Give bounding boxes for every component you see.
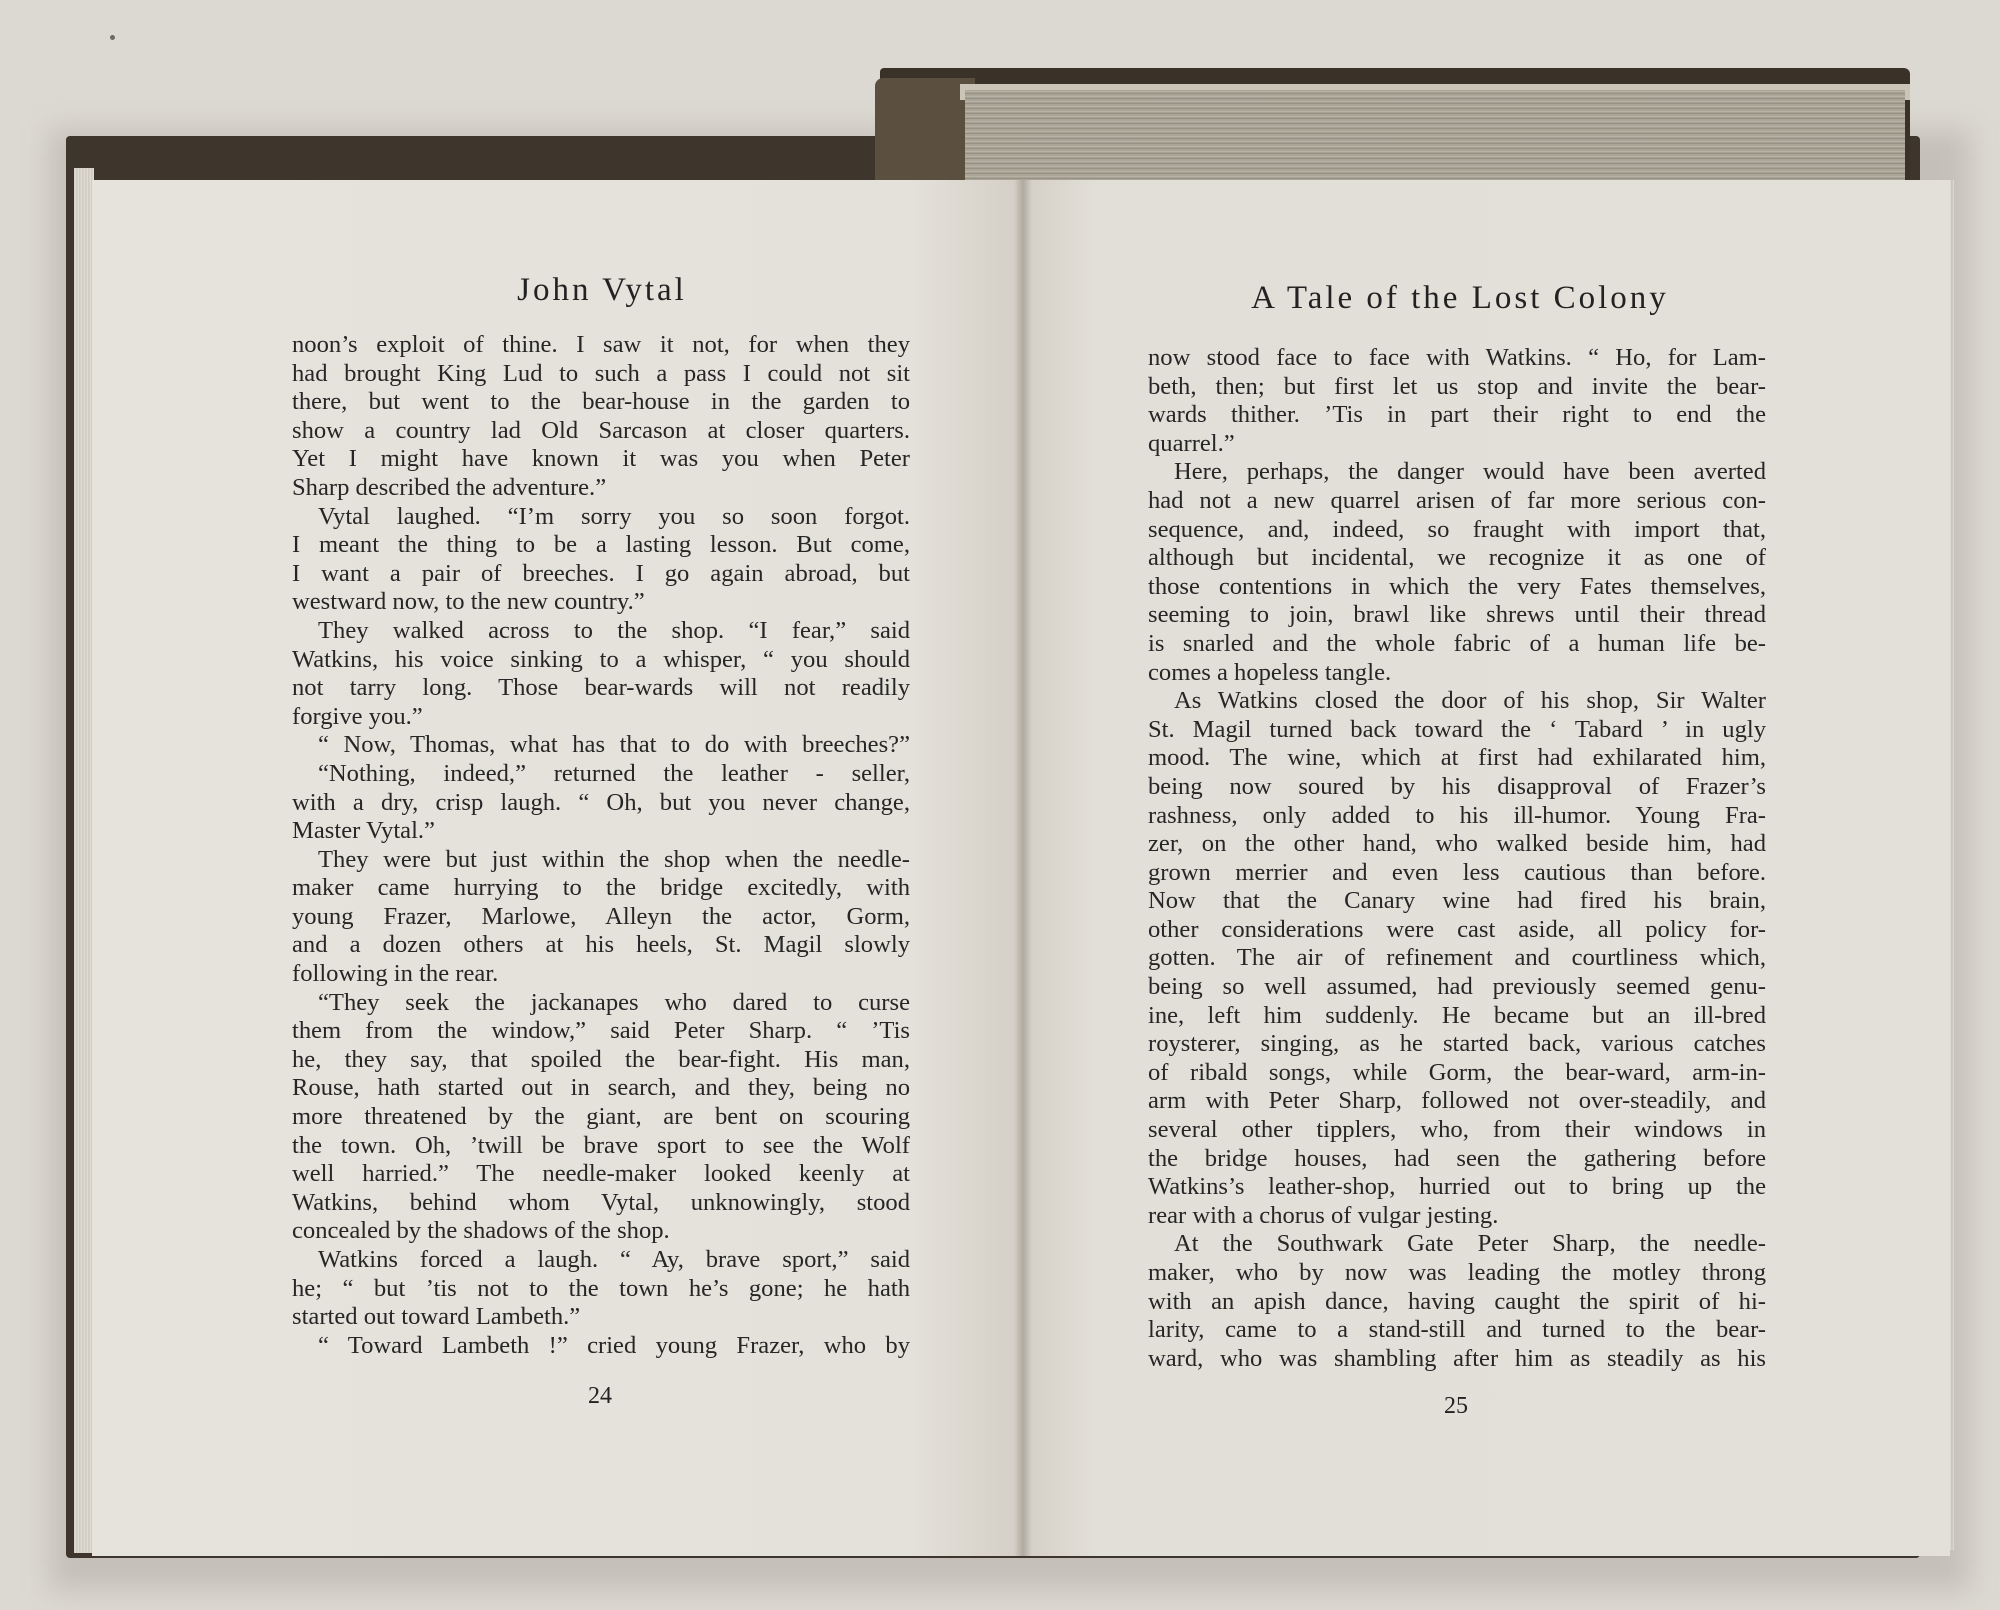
text-line: young Frazer, Marlowe, Alleyn the actor, Gorm, — [292, 902, 910, 930]
text-line: Vytal laughed. “I’m sorry you so soon forgot. — [318, 502, 910, 530]
text-line: there, but went to the bear-house in the garden to — [292, 388, 910, 416]
text-line: maker came hurrying to the bridge excitedly, with — [292, 874, 910, 902]
text-line: They were but just within the shop when the needle- — [318, 845, 910, 873]
text-line: They walked across to the shop. “I fear,” said — [318, 616, 910, 644]
text-line: Watkins, his voice sinking to a whisper, “ you should — [292, 645, 910, 673]
text-line: rear with a chorus of vulgar jesting. — [1148, 1201, 1499, 1229]
text-line: is snarled and the whole fabric of a human life be- — [1148, 629, 1766, 657]
text-line: Watkins forced a laugh. “ Ay, brave sport,” said — [318, 1246, 910, 1273]
text-line: Sharp described the adventure.” — [292, 473, 607, 501]
text-line: Now that the Canary wine had fired his brain, — [1148, 887, 1766, 915]
text-line: noon’s exploit of thine. I saw it not, for when they — [292, 331, 910, 358]
text-line: “Nothing, indeed,” returned the leather - seller, — [318, 759, 910, 787]
text-line: Watkins, behind whom Vytal, unknowingly, stood — [292, 1188, 910, 1216]
text-line: “ Toward Lambeth !” cried young Frazer, who by — [318, 1331, 910, 1359]
left-running-header: John Vytal — [517, 272, 687, 308]
text-line: As Watkins closed the door of his shop, Sir Walter — [1174, 687, 1766, 715]
text-line: mood. The wine, which at first had exhilarated him, — [1148, 744, 1766, 772]
text-line: forgive you.” — [292, 702, 423, 730]
text-line: comes a hopeless tangle. — [1148, 658, 1392, 686]
right-running-header: A Tale of the Lost Colony — [1251, 280, 1669, 316]
text-line: concealed by the shadows of the shop. — [292, 1217, 670, 1245]
text-line: following in the rear. — [292, 960, 499, 988]
text-line: “They seek the jackanapes who dared to curse — [318, 988, 910, 1016]
text-line: he; “ but ’tis not to the town he’s gone; he hath — [292, 1274, 910, 1302]
text-line: zer, on the other hand, who walked beside him, had — [1148, 830, 1766, 858]
text-line: several other tipplers, who, from their windows in — [1148, 1116, 1766, 1144]
right-body-text — [1148, 344, 1766, 1373]
text-line: ward, who was shambling after him as steadily as his — [1148, 1344, 1766, 1372]
right-page-number: 25 — [1444, 1393, 1468, 1419]
text-line: Here, perhaps, the danger would have been averted — [1174, 458, 1766, 486]
text-line: although but incidental, we recognize it as one of — [1148, 544, 1766, 572]
text-line: seeming to join, brawl like shrews until their thread — [1148, 601, 1766, 629]
text-line: not tarry long. Those bear-wards will not readily — [292, 674, 910, 702]
text-line: being now soured by his disapproval of Frazer’s — [1148, 772, 1766, 800]
text-line: and a dozen others at his heels, St. Magil slowly — [292, 931, 910, 959]
left-body-text — [292, 331, 910, 1360]
text-line: more threatened by the giant, are bent on scouring — [292, 1103, 910, 1131]
page-edges — [965, 90, 1905, 182]
book-gutter — [1014, 180, 1032, 1556]
text-line: ine, left him suddenly. He became but an ill-bred — [1148, 1001, 1766, 1029]
text-line: those contentions in which the very Fates themselves, — [1148, 572, 1766, 600]
text-line: other considerations were cast aside, all policy for- — [1148, 915, 1766, 943]
text-line: Watkins’s leather-shop, hurried out to bring up the — [1148, 1173, 1766, 1201]
dust-speck — [110, 35, 115, 40]
text-line: quarrel.” — [1148, 429, 1235, 457]
text-line: had not a new quarrel arisen of far more serious con- — [1148, 486, 1766, 514]
text-line: with an apish dance, having caught the spirit of hi- — [1148, 1287, 1766, 1315]
text-line: the bridge houses, had seen the gathering before — [1148, 1144, 1766, 1172]
text-line: Master Vytal.” — [292, 817, 435, 845]
text-line: westward now, to the new country.” — [292, 588, 645, 616]
text-line: rashness, only added to his ill-humor. Young Fra- — [1148, 801, 1766, 829]
text-line: maker, who by now was leading the motley throng — [1148, 1259, 1766, 1286]
text-line: grown merrier and even less cautious than before. — [1148, 858, 1766, 886]
text-line: of ribald songs, while Gorm, the bear-ward, arm-in- — [1148, 1058, 1766, 1086]
text-line: Rouse, hath started out in search, and they, being no — [292, 1074, 910, 1102]
text-line: At the Southwark Gate Peter Sharp, the needle- — [1174, 1230, 1766, 1258]
text-line: well harried.” The needle-maker looked keenly at — [292, 1160, 910, 1188]
text-line: I meant the thing to be a lasting lesson. But come, — [292, 531, 910, 559]
text-line: he, they say, that spoiled the bear-fight. His man, — [292, 1045, 910, 1073]
text-line: show a country lad Old Sarcason at closer quarters. — [292, 416, 910, 444]
text-line: the town. Oh, ’twill be brave sport to see the Wolf — [292, 1131, 910, 1159]
left-page-edges — [74, 168, 94, 1553]
text-line: “ Now, Thomas, what has that to do with breeches?” — [318, 731, 910, 759]
text-line: with a dry, crisp laugh. “ Oh, but you never change, — [292, 788, 910, 816]
text-line: arm with Peter Sharp, followed not over-steadily, and — [1148, 1087, 1766, 1115]
text-line: now stood face to face with Watkins. “ Ho, for Lam- — [1148, 344, 1766, 371]
text-line: had brought King Lud to such a pass I could not sit — [292, 359, 910, 387]
text-line: Yet I might have known it was you when Peter — [292, 445, 910, 473]
text-line: started out toward Lambeth.” — [292, 1303, 581, 1331]
text-line: wards thither. ’Tis in part their right to end the — [1148, 401, 1766, 429]
text-line: beth, then; but first let us stop and invite the bear- — [1148, 372, 1766, 400]
left-page-number: 24 — [588, 1383, 612, 1409]
text-line: St. Magil turned back toward the ‘ Tabard ’ in ugly — [1148, 715, 1766, 743]
text-line: gotten. The air of refinement and courtliness which, — [1148, 944, 1766, 972]
text-line: sequence, and, indeed, so fraught with import that, — [1148, 515, 1766, 543]
text-line: larity, came to a stand-still and turned to the bear- — [1148, 1316, 1766, 1344]
text-line: being so well assumed, had previously seemed genu- — [1148, 973, 1766, 1001]
text-line: roysterer, singing, as he started back, various catches — [1148, 1030, 1766, 1058]
text-line: them from the window,” said Peter Sharp. “ ’Tis — [292, 1017, 910, 1045]
text-line: I want a pair of breeches. I go again abroad, but — [292, 559, 910, 587]
